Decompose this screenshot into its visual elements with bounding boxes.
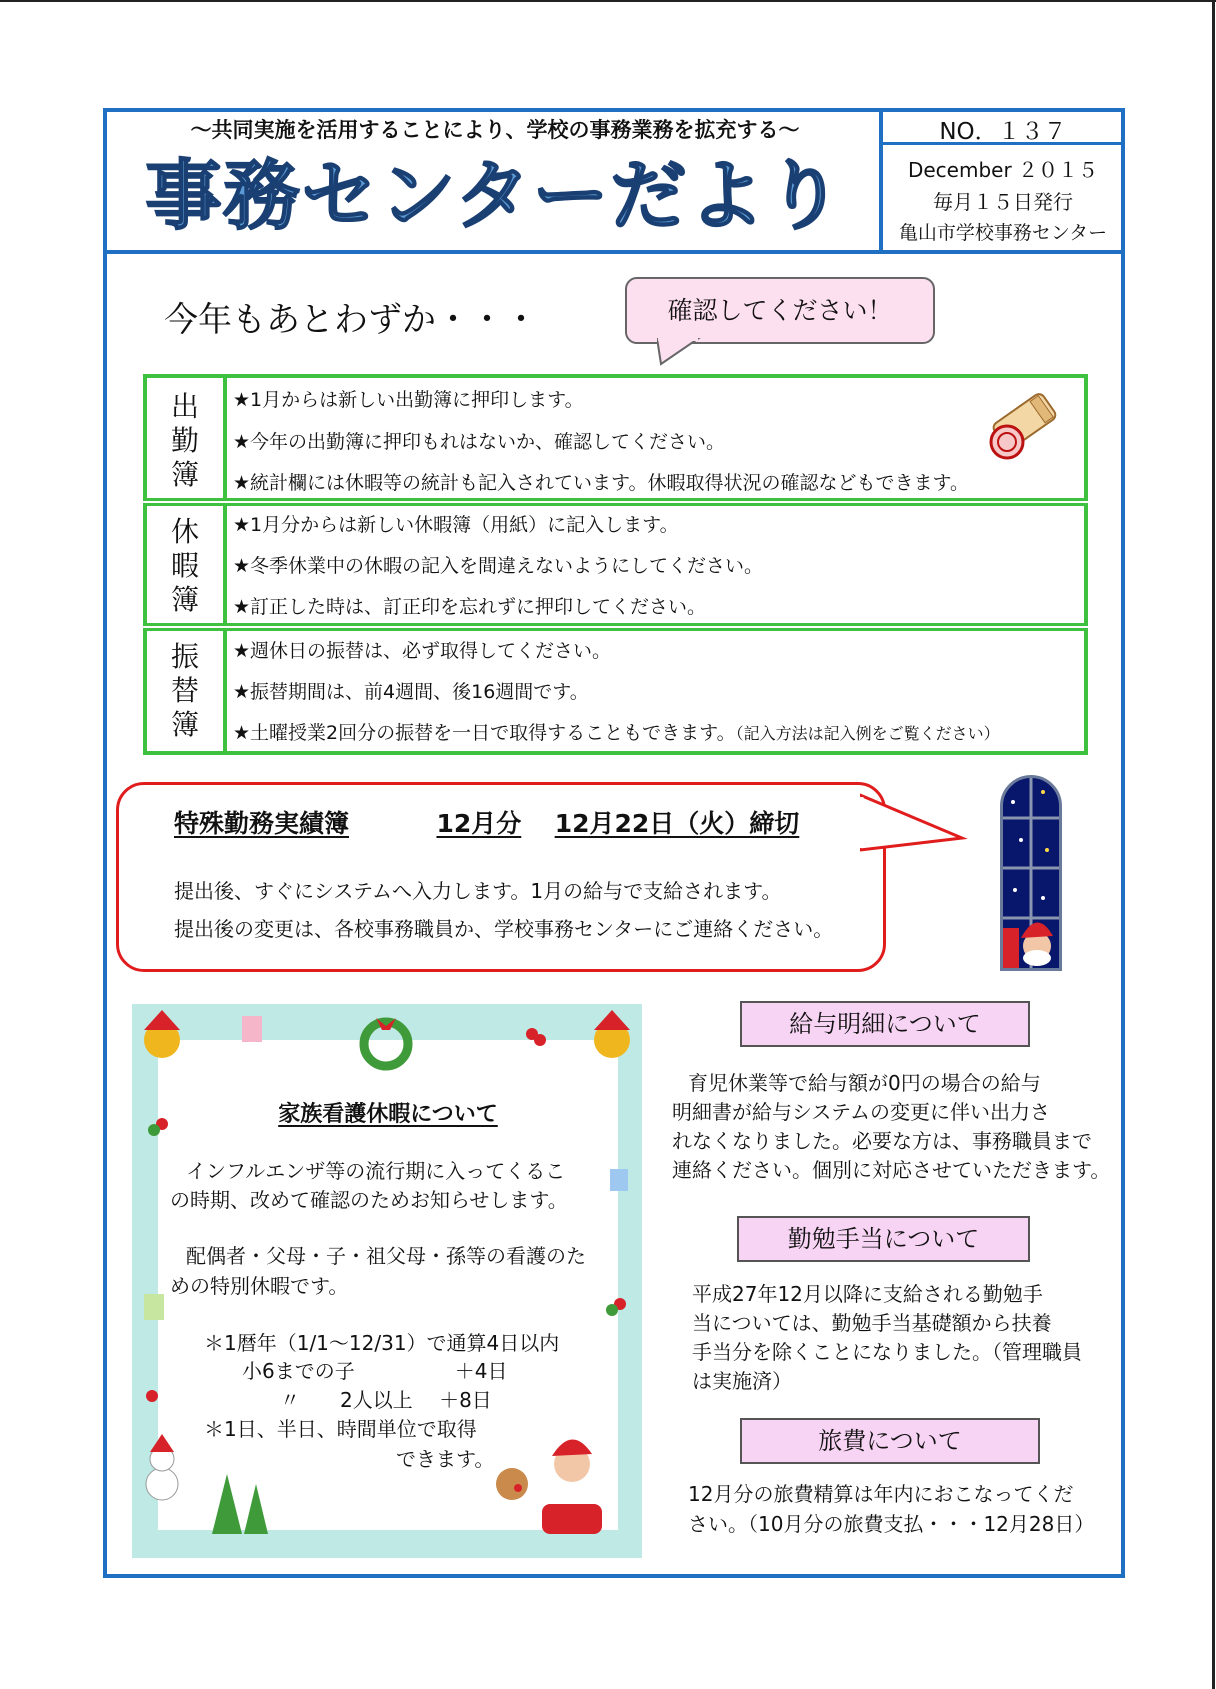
issue-frequency: 毎月１５日発行: [933, 190, 1073, 214]
register-label-attendance: [147, 390, 223, 492]
register-item: ★週休日の振替は、必ず取得してください。: [233, 640, 612, 662]
callout-tail: [657, 338, 717, 368]
payslip-line: 連絡ください。個別に対応させていただきます。: [672, 1158, 1111, 1182]
register-item: ★1月からは新しい出勤簿に押印します。: [233, 389, 584, 411]
family-care-line: 〃 2人以上 ＋8日: [280, 1388, 492, 1412]
diligence-line: は実施済）: [692, 1369, 792, 1393]
family-care-line: インフルエンザ等の流行期に入ってくるこ: [186, 1159, 566, 1183]
section-heading: 今年もあとわずか・・・: [164, 300, 538, 340]
night-window-santa-illustration: [1000, 775, 1062, 971]
register-label-text: 出 勤 簿: [170, 390, 199, 491]
special-duty-heading: [174, 804, 799, 840]
family-care-line: 小6までの子 ＋4日: [242, 1359, 508, 1383]
family-care-line: めの特別休暇です。: [170, 1274, 349, 1298]
family-care-heading: [158, 1097, 618, 1128]
special-duty-line: 提出後の変更は、各校事務職員か、学校事務センターにご連絡ください。: [174, 917, 834, 941]
family-care-line: ＊1暦年（1/1～12/31）で通算4日以内: [204, 1331, 560, 1355]
header-divider: [103, 250, 1125, 254]
travel-heading: [740, 1418, 1040, 1464]
register-label-leave: [147, 515, 223, 617]
family-care-line: の時期、改めて確認のためお知らせします。: [170, 1188, 568, 1212]
register-table-divider: [223, 374, 227, 755]
special-duty-month: 12月分: [436, 809, 522, 838]
speech-tail: [860, 790, 970, 860]
header-subtitle: ～共同実施を活用することにより、学校の事務業務を拡充する～: [190, 118, 800, 142]
register-item-note: （記入方法は記入例をご覧ください）: [735, 724, 1000, 743]
night-window-art: [1003, 778, 1059, 968]
page-border-right: [1212, 0, 1215, 1689]
register-item: ★1月分からは新しい休暇簿（用紙）に記入します。: [233, 514, 679, 536]
diligence-title: 勤勉手当について: [787, 1225, 980, 1253]
family-care-line: できます。: [396, 1447, 495, 1471]
payslip-line: 明細書が給与システムの変更に伴い出力さ: [672, 1100, 1050, 1124]
register-row-divider: [143, 498, 1088, 506]
family-care-line: 配偶者・父母・子・祖父母・孫等の看護のた: [186, 1244, 586, 1268]
register-item: ★振替期間は、前4週間、後16週間です。: [233, 681, 589, 703]
register-item: ★冬季休業中の休暇の記入を間違えないようにしてください。: [233, 555, 764, 577]
publisher: 亀山市学校事務センター: [898, 222, 1108, 244]
register-label-text: 振 替 簿: [170, 640, 199, 741]
issue-number: NO．１３７: [939, 119, 1067, 145]
register-item-text: ★土曜授業2回分の振替を一日で取得することもできます。: [233, 722, 736, 744]
register-label-text: 休 暇 簿: [170, 515, 199, 616]
family-care-line: ＊1日、半日、時間単位で取得: [204, 1417, 477, 1441]
issue-date: December ２０１５: [907, 158, 1099, 182]
travel-line: さい。（10月分の旅費支払・・・12月28日）: [688, 1512, 1095, 1536]
register-label-substitute: [147, 640, 223, 742]
diligence-line: 当については、勤勉手当基礎額から扶養: [692, 1311, 1052, 1335]
family-care-title: 家族看護休暇について: [278, 1102, 498, 1127]
payslip-title: 給与明細について: [789, 1010, 981, 1038]
special-duty-deadline: 12月22日（火）締切: [554, 809, 800, 838]
travel-title: 旅費について: [818, 1427, 962, 1455]
register-row-divider: [143, 623, 1088, 631]
payslip-line: 育児休業等で給与額が0円の場合の給与: [688, 1071, 1041, 1095]
register-item: ★今年の出勤簿に押印もれはないか、確認してください。: [233, 431, 726, 453]
register-item: ★統計欄には休暇等の統計も記入されています。休暇取得状況の確認などもできます。: [233, 472, 969, 494]
special-duty-line: 提出後、すぐにシステムへ入力します。1月の給与で支給されます。: [174, 879, 782, 903]
newsletter-title: 事務センターだより: [145, 151, 845, 240]
diligence-line: 手当分を除くことになりました。（管理職員: [692, 1340, 1082, 1364]
confirm-callout-text: 確認してください！: [667, 296, 893, 325]
register-item: [233, 718, 1000, 745]
page-border-top: [0, 0, 1216, 2]
payslip-line: れなくなりました。必要な方は、事務職員まで: [672, 1129, 1092, 1153]
payslip-heading: [740, 1001, 1030, 1047]
special-duty-title: 特殊勤務実績簿: [174, 809, 350, 838]
hanko-stamp-icon: [985, 386, 1060, 461]
diligence-heading: [737, 1216, 1030, 1262]
register-item: ★訂正した時は、訂正印を忘れずに押印してください。: [233, 596, 707, 618]
diligence-line: 平成27年12月以降に支給される勤勉手: [692, 1282, 1043, 1306]
confirm-callout: [625, 277, 935, 344]
travel-line: 12月分の旅費精算は年内におこなってくだ: [688, 1482, 1074, 1506]
